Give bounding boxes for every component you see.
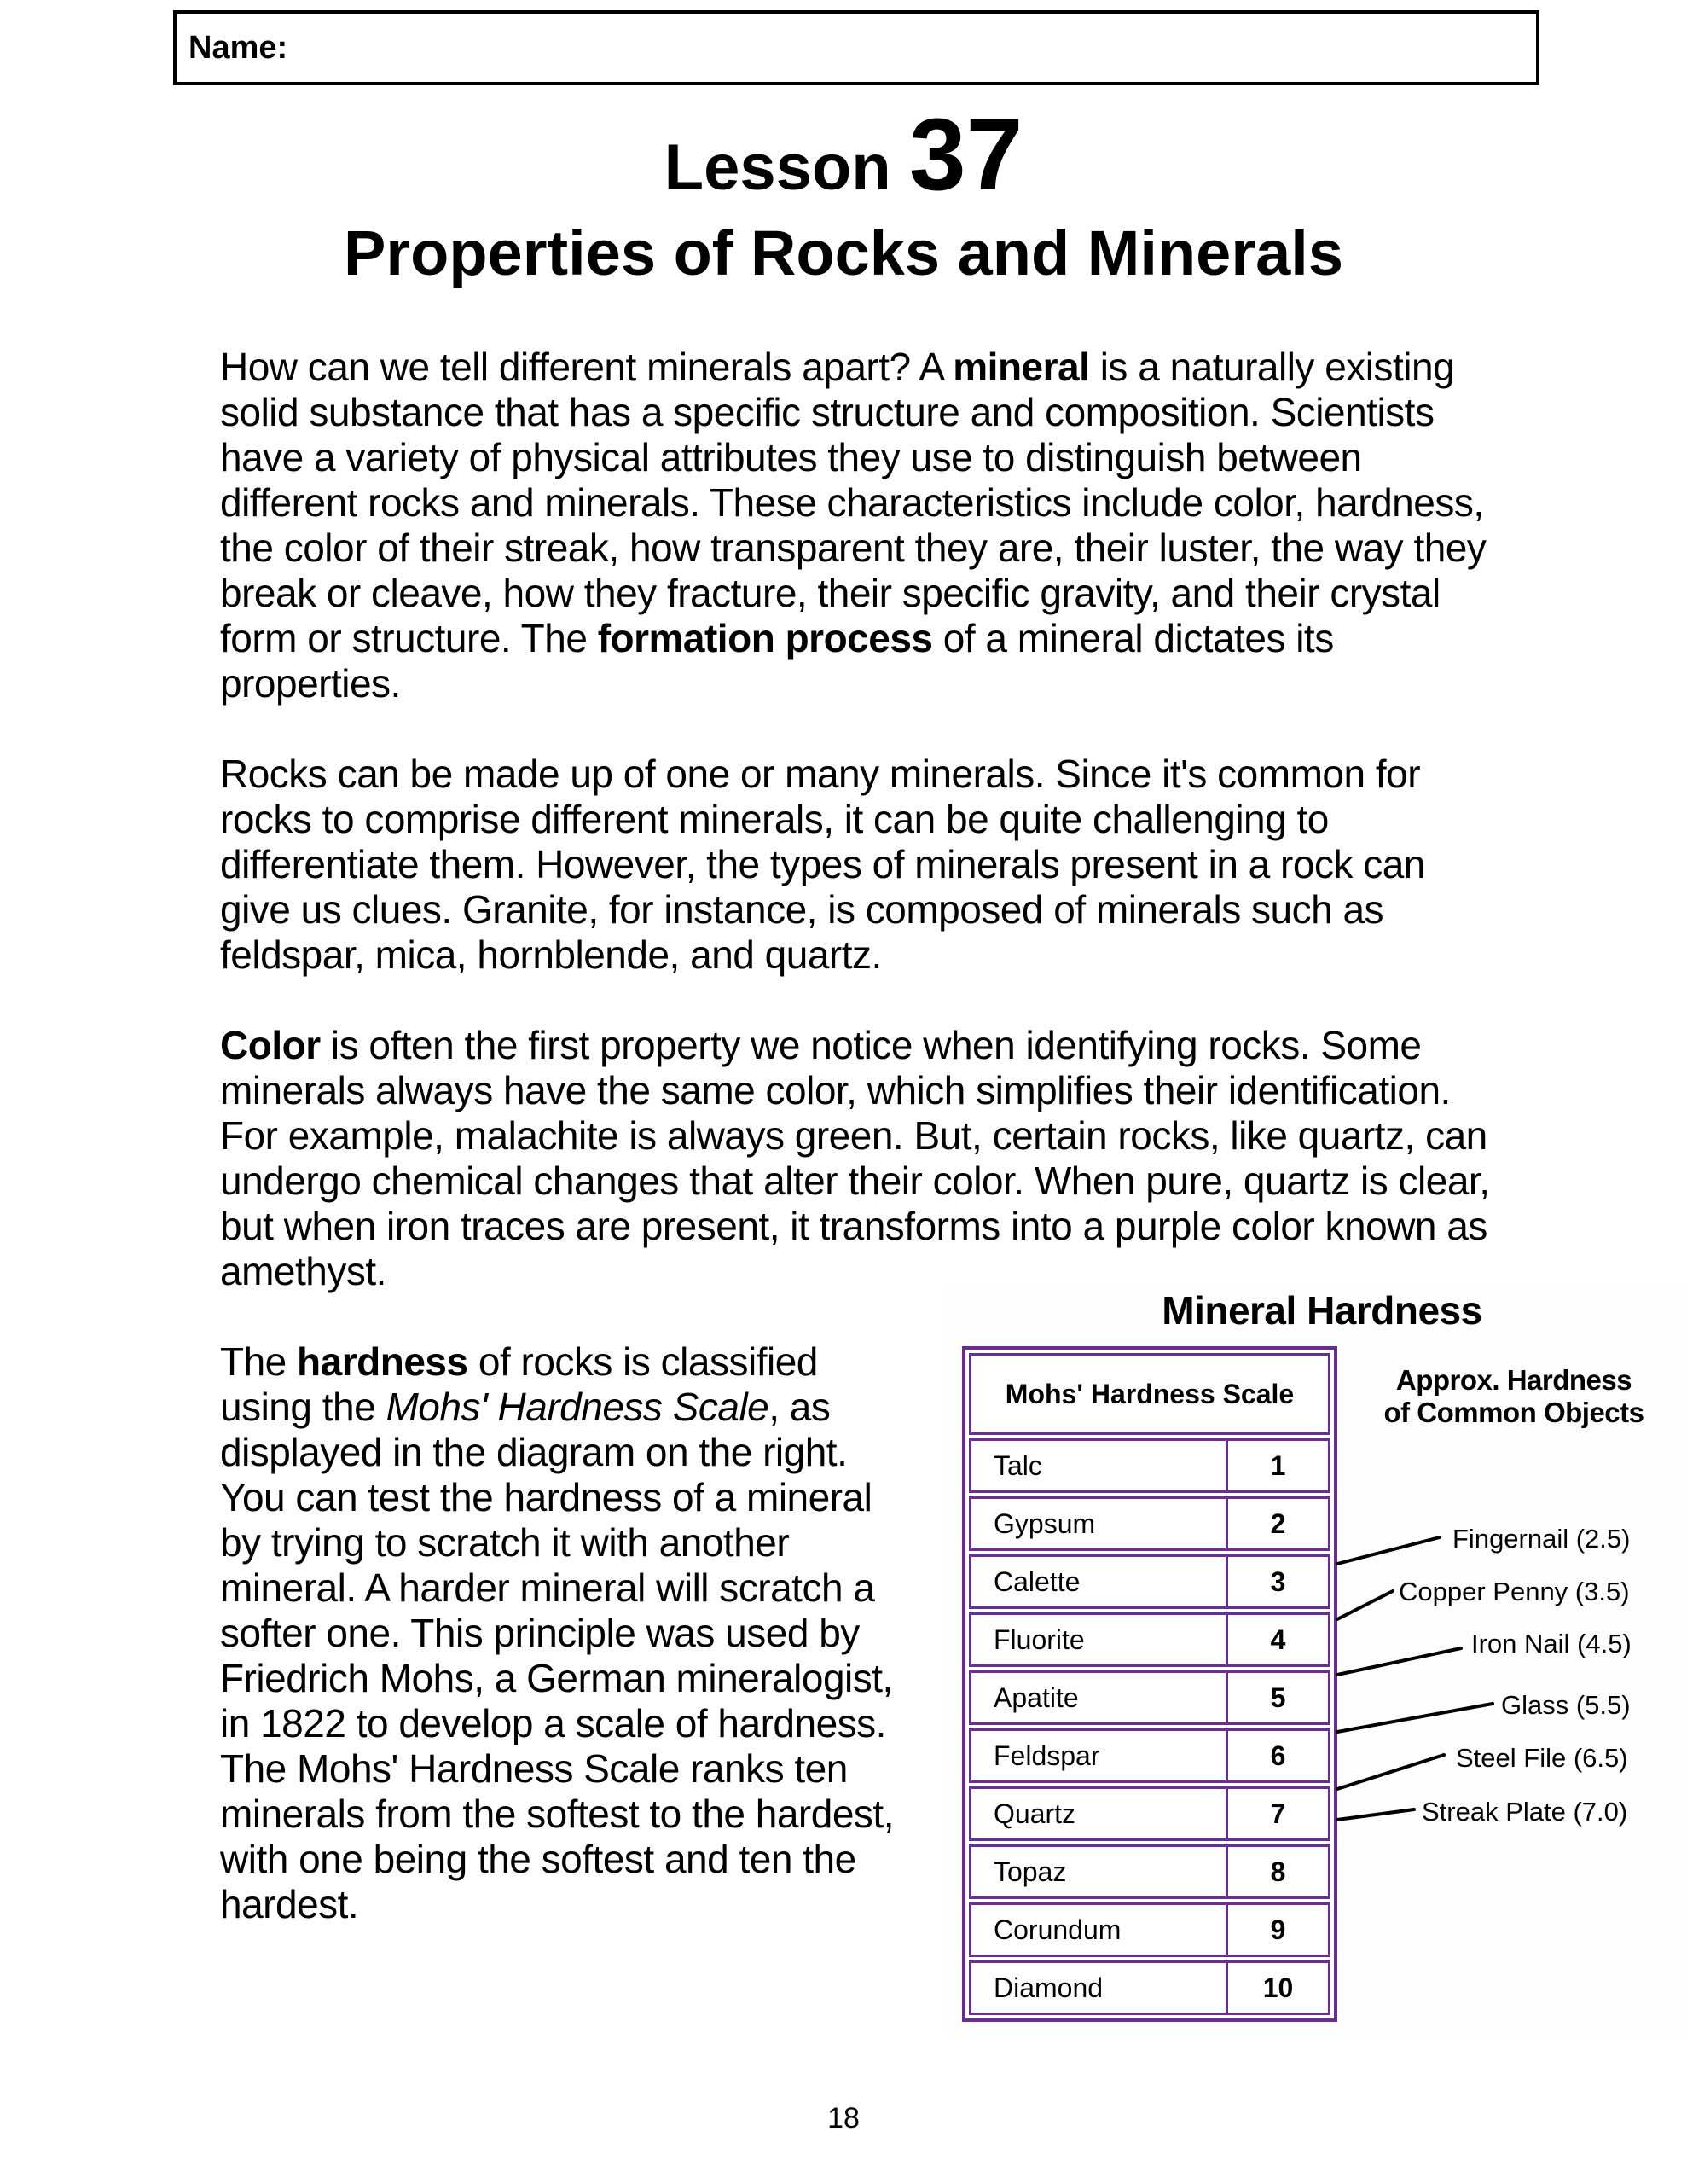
leader-lines: [947, 1284, 1687, 2035]
leader-line-fingernail: [1337, 1537, 1440, 1564]
paragraph-1: How can we tell different minerals apart? A mineral is a naturally existing solid substance that has a specific structure and composition. Scientists have a variety of physical attributes they use to distinguish between different rocks and minerals. These characteristics include color, hardness, the color of their streak, how transparent they are, their luster, the way they break or cleave, how they fracture, their specific gravity, and their crystal form or structure. The formation process of a mineral dictates its properties.: [220, 345, 1487, 706]
leader-line-streak-plate: [1337, 1809, 1414, 1820]
lesson-title: [0, 97, 1687, 212]
object-label-copper: Copper Penny (3.5): [1399, 1577, 1630, 1606]
paragraph-3: Color is often the first property we notice when identifying rocks. Some minerals always have the same color, which simplifies their identification. For example, malachite is always green. But, certain rocks, like quartz, can undergo chemical changes that alter their color. When pure, quartz is clear, but when iron traces are present, it transforms into a purple color known as amethyst.: [220, 1023, 1490, 1293]
paragraph-4: The hardness of rocks is classified using the Mohs' Hardness Scale, as displayed in the diagram on the right. You can test the hardness of a mineral by trying to scratch it with another mineral. A harder mineral will scratch a softer one. This principle was used by Friedrich Mohs, a German mineralogist, in 1822 to develop a scale of hardness. The Mohs' Hardness Scale ranks ten minerals from the softest to the hardest, with one being the softest and ten the hardest.: [220, 1339, 894, 1926]
name-field-box[interactable]: [173, 10, 1539, 85]
mineral-name: Feldspar: [994, 1740, 1100, 1771]
figure-title: Mineral Hardness: [1162, 1288, 1482, 1333]
name-label: Name:: [188, 29, 288, 66]
object-label-glass: Glass (5.5): [1501, 1690, 1631, 1720]
object-label-fingernail: Fingernail (2.5): [1452, 1524, 1631, 1554]
object-label-steel: Steel File (6.5): [1456, 1743, 1628, 1773]
leader-line-iron-nail: [1337, 1648, 1461, 1675]
mineral-name: Corundum: [994, 1914, 1122, 1945]
hardness-value: 8: [1226, 1847, 1328, 1896]
hardness-value: 1: [1226, 1441, 1328, 1490]
mineral-name: Calette: [994, 1565, 1081, 1597]
object-label-streak: Streak Plate (7.0): [1422, 1797, 1628, 1827]
mineral-name: Diamond: [994, 1972, 1104, 2003]
mineral-name: Quartz: [994, 1798, 1076, 1829]
leader-line-glass: [1337, 1704, 1493, 1732]
table-header: Mohs' Hardness Scale: [969, 1353, 1330, 1435]
hardness-value: 2: [1226, 1499, 1328, 1548]
hardness-value: 4: [1226, 1615, 1328, 1664]
lesson-prefix: Lesson: [664, 131, 909, 204]
hardness-value: 10: [1226, 1963, 1328, 2013]
mineral-name: Topaz: [994, 1856, 1067, 1887]
page-title: Properties of Rocks and Minerals: [343, 218, 1343, 288]
hardness-value: 9: [1226, 1905, 1328, 1955]
hardness-value: 3: [1226, 1557, 1328, 1606]
objects-header-line2: of Common Objects: [1383, 1397, 1644, 1428]
objects-header-line1: Approx. Hardness: [1395, 1364, 1632, 1396]
mineral-name: Talc: [994, 1449, 1042, 1481]
paragraph-2: Rocks can be made up of one or many minerals. Since it's common for rocks to comprise different minerals, it can be quite challenging to differentiate them. However, the types of minerals present in a rock can give us clues. Granite, for instance, is composed of minerals such as feldspar, mica, hornblende, and quartz.: [220, 752, 1425, 977]
hardness-value: 6: [1226, 1731, 1328, 1780]
page-number: 18: [827, 2102, 860, 2135]
hardness-value: 7: [1226, 1789, 1328, 1838]
mineral-name: Gypsum: [994, 1507, 1096, 1539]
leader-line-copper-penny: [1337, 1591, 1393, 1619]
lesson-number: 37: [908, 97, 1023, 212]
leader-line-steel-file: [1337, 1755, 1444, 1789]
mineral-name: Fluorite: [994, 1623, 1085, 1655]
hardness-value: 5: [1226, 1673, 1328, 1722]
mineral-name: Apatite: [994, 1682, 1079, 1713]
object-label-iron: Iron Nail (4.5): [1471, 1629, 1632, 1658]
mineral-hardness-figure: [947, 1284, 1687, 2035]
